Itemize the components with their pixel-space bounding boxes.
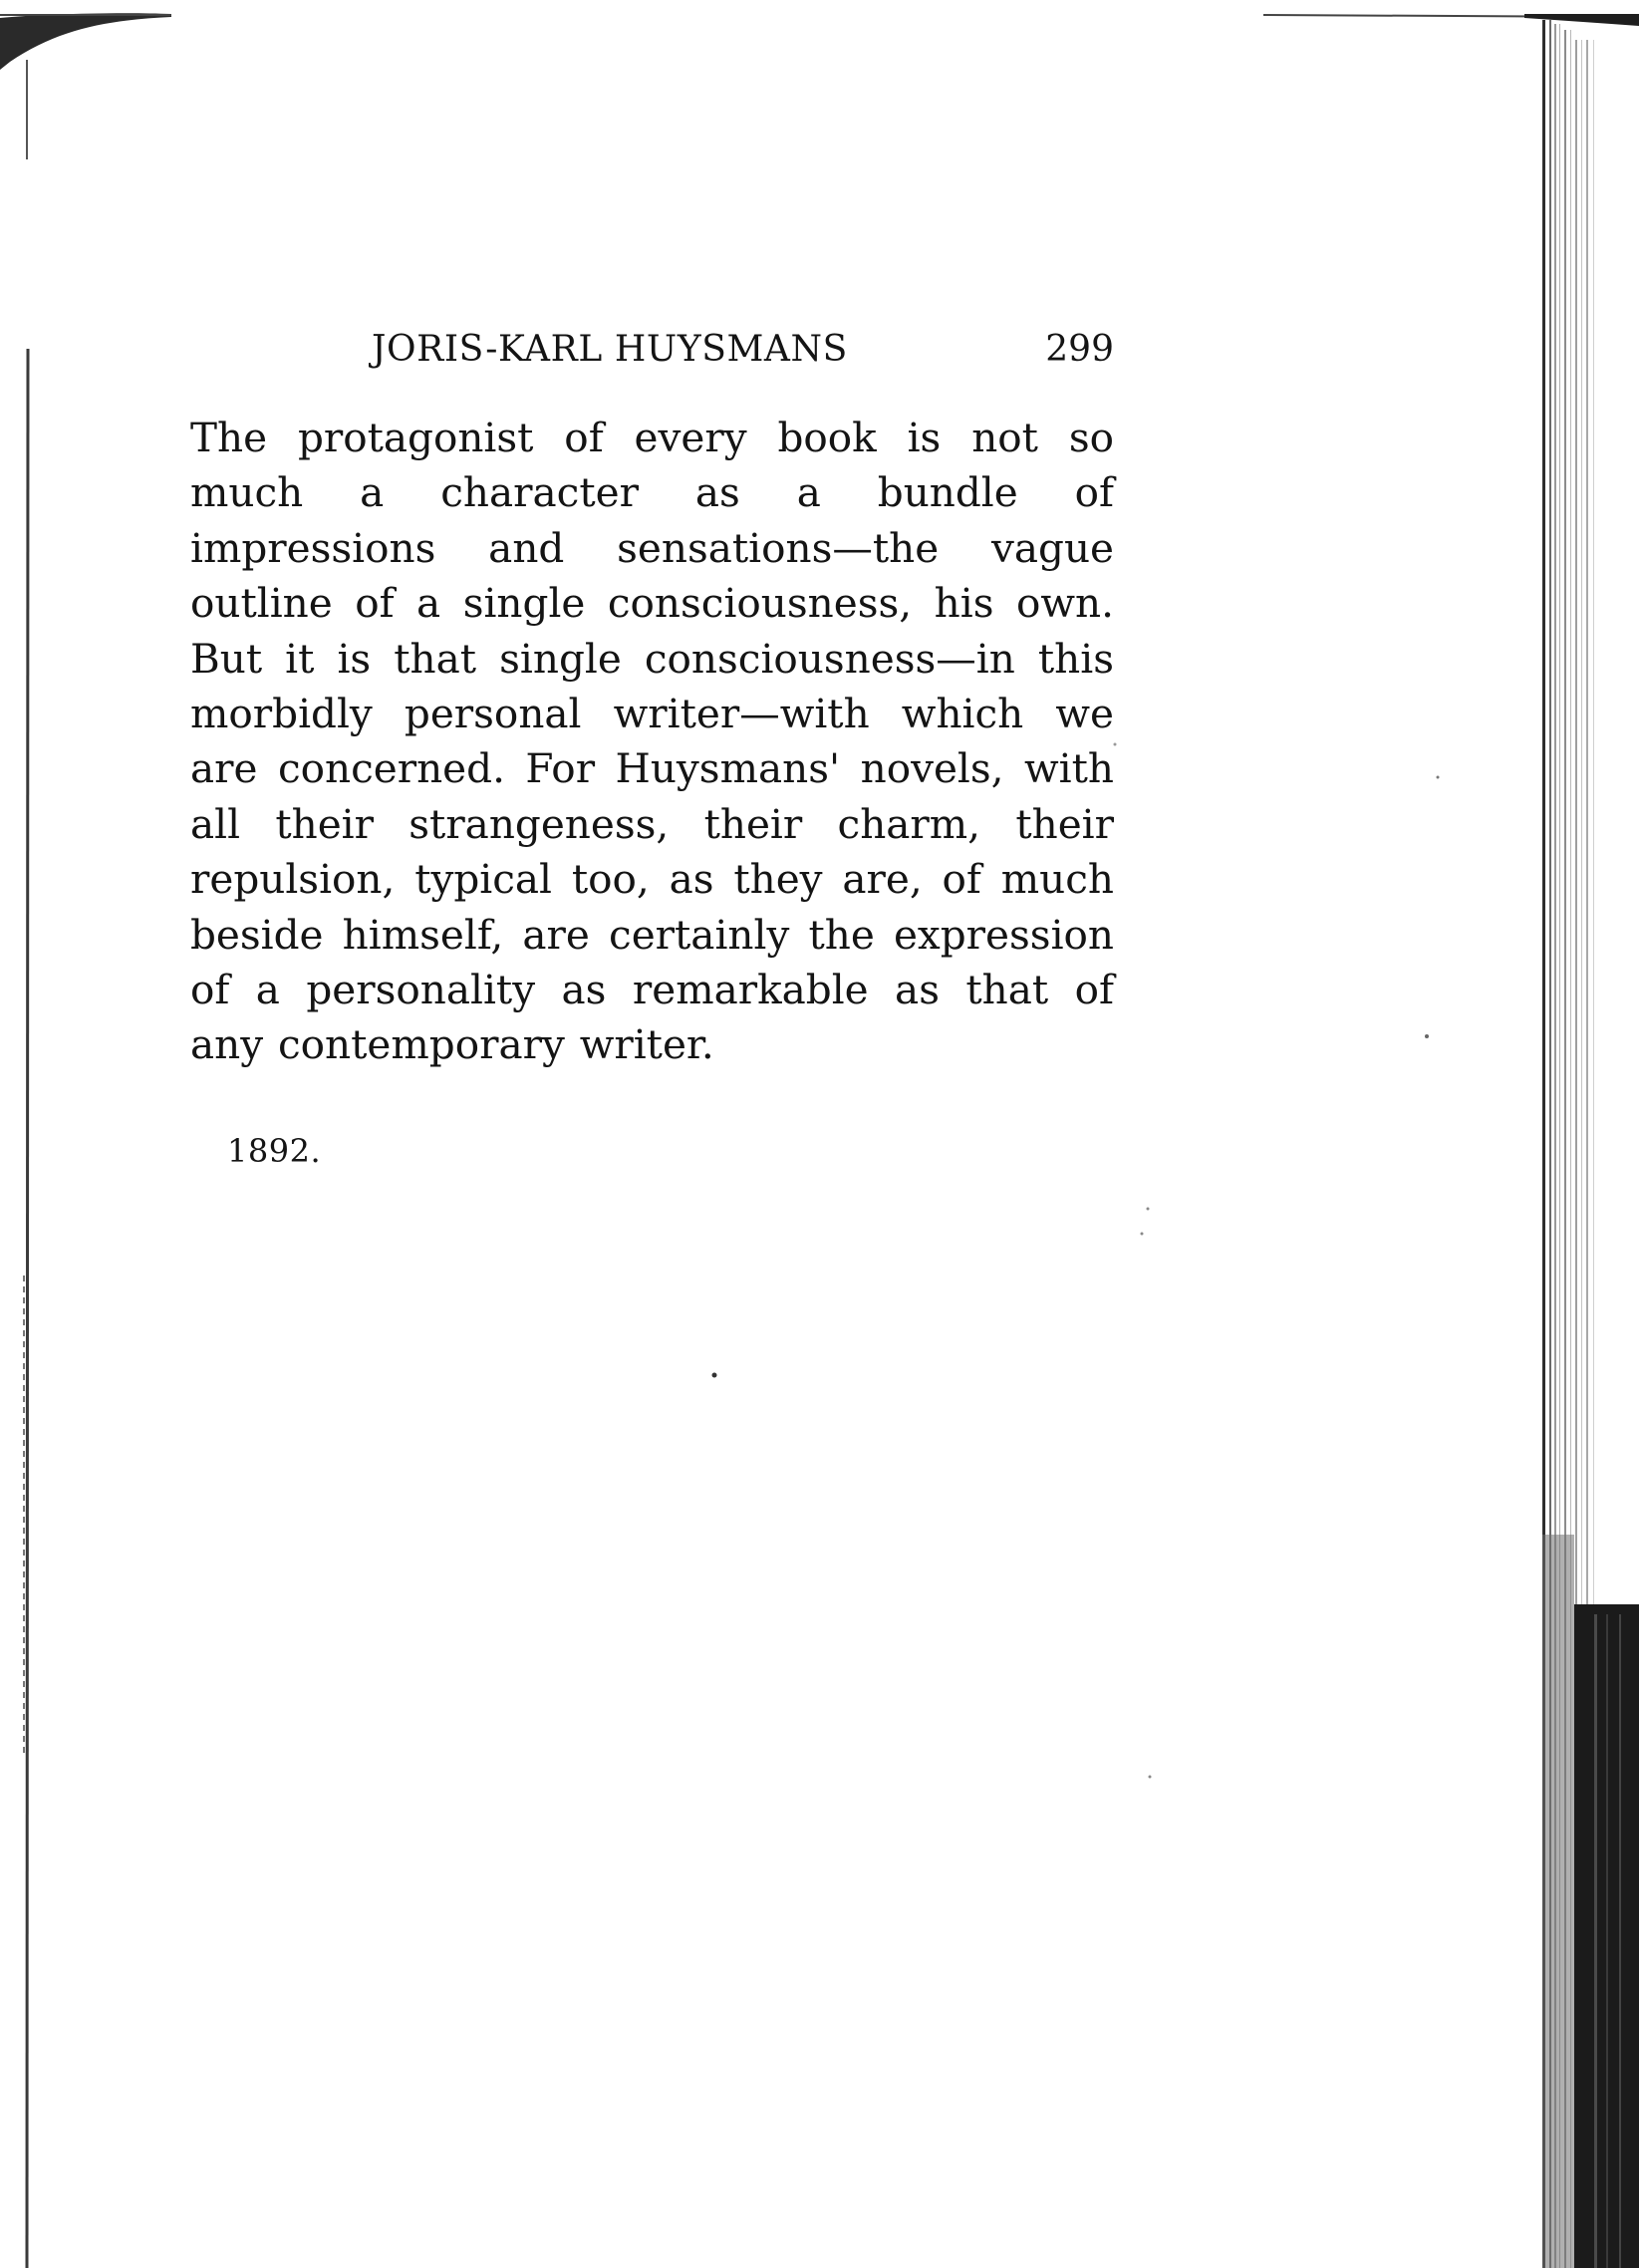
speck — [1425, 1034, 1429, 1038]
speck — [1437, 776, 1440, 779]
speck — [712, 1373, 717, 1378]
running-head — [372, 329, 1114, 379]
date-line: 1892. — [227, 1132, 322, 1170]
book-edge-lines-lower — [1542, 1535, 1574, 2268]
speck — [1147, 1208, 1150, 1211]
running-title: JORIS-KARL HUYSMANS — [372, 329, 848, 370]
top-right-dark-corner — [1524, 14, 1639, 26]
speck — [1149, 1776, 1152, 1779]
book-edge-dark-inner-2 — [1606, 1614, 1608, 2268]
speck — [1141, 1233, 1144, 1236]
left-edge-line — [27, 349, 28, 2268]
book-edge-dark-inner-3 — [1619, 1614, 1621, 2268]
body-paragraph: The protagonist of every book is not so much a character as a bundle of impressions and sensations—the vague outline of a single consciousness, his own. But it is that single consciousness—in this morbidly personal writer—with which we are concerned. For Huysmans' novels, with all their strangeness, their charm, their repulsion, typical too, as they are, of much beside himself, are certainly the expression of a personality as remarkable as that of any contemporary writer. — [190, 414, 1114, 1069]
top-left-curl-shadow — [0, 13, 171, 70]
page-number: 299 — [1045, 329, 1114, 370]
book-edge-dark-inner-1 — [1594, 1614, 1597, 2268]
